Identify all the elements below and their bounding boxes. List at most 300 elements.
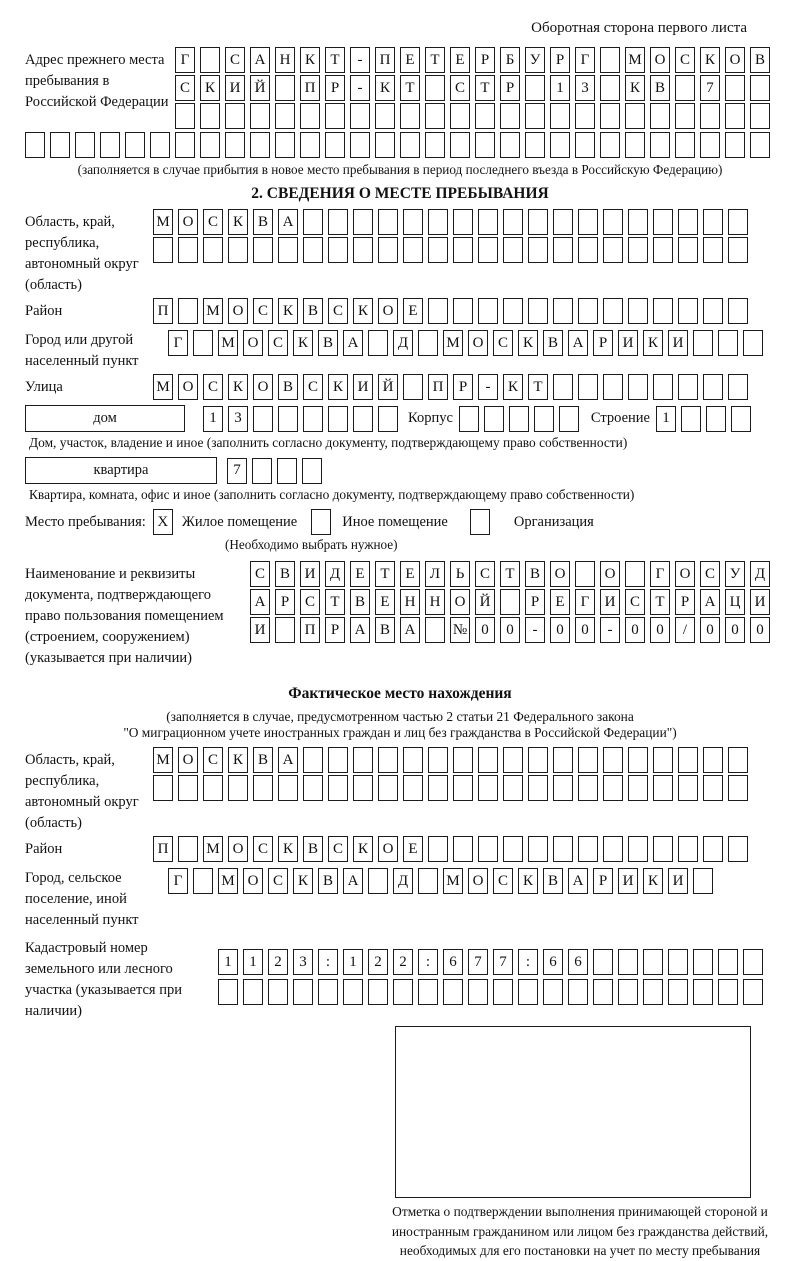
char-cell[interactable] <box>603 209 623 235</box>
char-cell[interactable] <box>153 237 173 263</box>
char-cell[interactable] <box>743 330 763 356</box>
char-cell[interactable]: С <box>253 836 273 862</box>
char-cell[interactable]: 0 <box>625 617 645 643</box>
fact-oblast-row2[interactable] <box>153 775 748 801</box>
char-cell[interactable]: С <box>203 747 223 773</box>
char-cell[interactable] <box>643 979 663 1005</box>
char-cell[interactable] <box>453 836 473 862</box>
char-cell[interactable]: Т <box>325 47 345 73</box>
fact-raion-row[interactable] <box>153 836 748 862</box>
char-cell[interactable]: А <box>568 330 588 356</box>
char-cell[interactable]: О <box>725 47 745 73</box>
doc-row2[interactable] <box>250 589 770 615</box>
char-cell[interactable] <box>200 103 220 129</box>
char-cell[interactable]: О <box>243 868 263 894</box>
char-cell[interactable]: Р <box>593 868 613 894</box>
char-cell[interactable] <box>618 949 638 975</box>
char-cell[interactable]: О <box>228 836 248 862</box>
char-cell[interactable] <box>600 132 620 158</box>
char-cell[interactable] <box>450 132 470 158</box>
char-cell[interactable] <box>425 617 445 643</box>
char-cell[interactable]: К <box>228 747 248 773</box>
char-cell[interactable] <box>178 775 198 801</box>
char-cell[interactable]: Д <box>393 330 413 356</box>
char-cell[interactable]: С <box>700 561 720 587</box>
char-cell[interactable] <box>328 406 348 432</box>
char-cell[interactable] <box>353 209 373 235</box>
char-cell[interactable] <box>593 949 613 975</box>
char-cell[interactable]: А <box>343 330 363 356</box>
char-cell[interactable] <box>553 775 573 801</box>
char-cell[interactable]: И <box>250 617 270 643</box>
char-cell[interactable] <box>428 747 448 773</box>
char-cell[interactable] <box>428 237 448 263</box>
char-cell[interactable]: С <box>250 561 270 587</box>
char-cell[interactable] <box>500 589 520 615</box>
char-cell[interactable] <box>728 374 748 400</box>
char-cell[interactable] <box>628 747 648 773</box>
char-cell[interactable]: Р <box>475 47 495 73</box>
char-cell[interactable] <box>268 979 288 1005</box>
char-cell[interactable] <box>400 132 420 158</box>
char-cell[interactable]: О <box>378 298 398 324</box>
char-cell[interactable] <box>368 868 388 894</box>
char-cell[interactable] <box>603 374 623 400</box>
char-cell[interactable] <box>725 75 745 101</box>
char-cell[interactable]: О <box>450 589 470 615</box>
char-cell[interactable]: Р <box>453 374 473 400</box>
char-cell[interactable]: К <box>643 330 663 356</box>
char-cell[interactable]: В <box>318 330 338 356</box>
char-cell[interactable] <box>578 836 598 862</box>
stroenie-row[interactable] <box>656 406 751 432</box>
char-cell[interactable]: К <box>293 868 313 894</box>
char-cell[interactable]: Л <box>425 561 445 587</box>
char-cell[interactable] <box>625 132 645 158</box>
char-cell[interactable] <box>300 103 320 129</box>
char-cell[interactable] <box>275 103 295 129</box>
char-cell[interactable] <box>575 561 595 587</box>
char-cell[interactable]: 0 <box>475 617 495 643</box>
char-cell[interactable]: М <box>153 374 173 400</box>
char-cell[interactable] <box>378 775 398 801</box>
char-cell[interactable] <box>443 979 463 1005</box>
char-cell[interactable] <box>568 979 588 1005</box>
char-cell[interactable]: - <box>350 47 370 73</box>
char-cell[interactable] <box>728 209 748 235</box>
char-cell[interactable] <box>718 949 738 975</box>
char-cell[interactable] <box>375 103 395 129</box>
char-cell[interactable]: С <box>300 589 320 615</box>
char-cell[interactable]: М <box>218 330 238 356</box>
char-cell[interactable] <box>628 775 648 801</box>
char-cell[interactable]: Т <box>500 561 520 587</box>
char-cell[interactable] <box>528 775 548 801</box>
char-cell[interactable] <box>503 836 523 862</box>
char-cell[interactable] <box>603 747 623 773</box>
char-cell[interactable]: К <box>228 209 248 235</box>
char-cell[interactable] <box>353 406 373 432</box>
char-cell[interactable]: О <box>253 374 273 400</box>
char-cell[interactable] <box>628 374 648 400</box>
char-cell[interactable]: О <box>675 561 695 587</box>
char-cell[interactable] <box>578 209 598 235</box>
dom-row[interactable] <box>203 406 398 432</box>
char-cell[interactable] <box>153 775 173 801</box>
char-cell[interactable] <box>559 406 579 432</box>
char-cell[interactable]: П <box>428 374 448 400</box>
char-cell[interactable] <box>218 979 238 1005</box>
char-cell[interactable] <box>350 103 370 129</box>
char-cell[interactable] <box>603 298 623 324</box>
char-cell[interactable]: И <box>618 868 638 894</box>
char-cell[interactable] <box>693 979 713 1005</box>
char-cell[interactable] <box>578 298 598 324</box>
char-cell[interactable]: А <box>250 589 270 615</box>
char-cell[interactable] <box>225 132 245 158</box>
char-cell[interactable] <box>668 979 688 1005</box>
char-cell[interactable] <box>543 979 563 1005</box>
char-cell[interactable] <box>750 103 770 129</box>
char-cell[interactable] <box>253 237 273 263</box>
char-cell[interactable] <box>525 132 545 158</box>
char-cell[interactable] <box>303 775 323 801</box>
char-cell[interactable] <box>703 298 723 324</box>
inoe-checkbox[interactable] <box>311 509 331 535</box>
char-cell[interactable] <box>353 747 373 773</box>
char-cell[interactable]: Д <box>393 868 413 894</box>
char-cell[interactable]: № <box>450 617 470 643</box>
char-cell[interactable] <box>534 406 554 432</box>
char-cell[interactable]: 7 <box>468 949 488 975</box>
char-cell[interactable] <box>425 103 445 129</box>
char-cell[interactable] <box>625 103 645 129</box>
char-cell[interactable]: Н <box>400 589 420 615</box>
char-cell[interactable]: Р <box>593 330 613 356</box>
char-cell[interactable] <box>528 237 548 263</box>
char-cell[interactable]: С <box>328 836 348 862</box>
char-cell[interactable] <box>650 103 670 129</box>
char-cell[interactable] <box>378 747 398 773</box>
char-cell[interactable]: 1 <box>343 949 363 975</box>
char-cell[interactable] <box>728 775 748 801</box>
char-cell[interactable]: К <box>293 330 313 356</box>
char-cell[interactable] <box>675 75 695 101</box>
char-cell[interactable]: С <box>268 868 288 894</box>
char-cell[interactable] <box>193 868 213 894</box>
char-cell[interactable] <box>475 132 495 158</box>
char-cell[interactable]: К <box>353 298 373 324</box>
char-cell[interactable] <box>553 374 573 400</box>
char-cell[interactable]: Т <box>650 589 670 615</box>
char-cell[interactable] <box>378 406 398 432</box>
char-cell[interactable]: М <box>153 209 173 235</box>
char-cell[interactable]: И <box>668 330 688 356</box>
char-cell[interactable] <box>403 209 423 235</box>
char-cell[interactable]: Д <box>325 561 345 587</box>
char-cell[interactable]: - <box>478 374 498 400</box>
doc-row1[interactable] <box>250 561 770 587</box>
char-cell[interactable] <box>343 979 363 1005</box>
char-cell[interactable]: 2 <box>393 949 413 975</box>
char-cell[interactable] <box>553 836 573 862</box>
char-cell[interactable]: У <box>525 47 545 73</box>
char-cell[interactable] <box>325 132 345 158</box>
char-cell[interactable] <box>325 103 345 129</box>
char-cell[interactable]: П <box>300 75 320 101</box>
char-cell[interactable] <box>400 103 420 129</box>
char-cell[interactable] <box>703 237 723 263</box>
char-cell[interactable] <box>528 209 548 235</box>
char-cell[interactable] <box>178 298 198 324</box>
char-cell[interactable]: Т <box>325 589 345 615</box>
char-cell[interactable]: Р <box>325 617 345 643</box>
char-cell[interactable]: А <box>568 868 588 894</box>
char-cell[interactable] <box>653 209 673 235</box>
oblast-row1[interactable] <box>153 209 748 235</box>
char-cell[interactable]: А <box>278 209 298 235</box>
char-cell[interactable] <box>368 330 388 356</box>
char-cell[interactable] <box>603 836 623 862</box>
ulitsa-row[interactable] <box>153 374 748 400</box>
char-cell[interactable]: 7 <box>700 75 720 101</box>
char-cell[interactable] <box>453 237 473 263</box>
char-cell[interactable]: 3 <box>293 949 313 975</box>
char-cell[interactable]: Й <box>378 374 398 400</box>
char-cell[interactable]: В <box>303 298 323 324</box>
char-cell[interactable] <box>225 103 245 129</box>
char-cell[interactable]: 0 <box>500 617 520 643</box>
char-cell[interactable]: В <box>525 561 545 587</box>
char-cell[interactable]: : <box>518 949 538 975</box>
char-cell[interactable] <box>578 747 598 773</box>
char-cell[interactable]: В <box>275 561 295 587</box>
char-cell[interactable] <box>725 132 745 158</box>
char-cell[interactable]: С <box>303 374 323 400</box>
char-cell[interactable] <box>528 747 548 773</box>
char-cell[interactable] <box>553 237 573 263</box>
char-cell[interactable] <box>653 775 673 801</box>
char-cell[interactable] <box>678 237 698 263</box>
char-cell[interactable] <box>628 298 648 324</box>
char-cell[interactable] <box>500 132 520 158</box>
gorod-row[interactable] <box>168 330 763 356</box>
char-cell[interactable] <box>453 747 473 773</box>
char-cell[interactable]: 6 <box>568 949 588 975</box>
char-cell[interactable] <box>468 979 488 1005</box>
char-cell[interactable] <box>428 298 448 324</box>
char-cell[interactable] <box>200 47 220 73</box>
char-cell[interactable]: 7 <box>493 949 513 975</box>
char-cell[interactable] <box>628 237 648 263</box>
char-cell[interactable] <box>228 775 248 801</box>
char-cell[interactable] <box>600 103 620 129</box>
char-cell[interactable] <box>403 237 423 263</box>
char-cell[interactable]: А <box>350 617 370 643</box>
char-cell[interactable] <box>553 209 573 235</box>
char-cell[interactable] <box>378 237 398 263</box>
char-cell[interactable] <box>328 747 348 773</box>
char-cell[interactable]: 0 <box>750 617 770 643</box>
char-cell[interactable] <box>603 237 623 263</box>
char-cell[interactable] <box>302 458 322 484</box>
char-cell[interactable]: - <box>350 75 370 101</box>
char-cell[interactable] <box>653 747 673 773</box>
char-cell[interactable] <box>403 747 423 773</box>
char-cell[interactable] <box>243 979 263 1005</box>
char-cell[interactable]: 3 <box>575 75 595 101</box>
char-cell[interactable] <box>743 949 763 975</box>
char-cell[interactable] <box>278 775 298 801</box>
char-cell[interactable]: Н <box>425 589 445 615</box>
char-cell[interactable]: В <box>303 836 323 862</box>
char-cell[interactable]: 3 <box>228 406 248 432</box>
char-cell[interactable]: П <box>300 617 320 643</box>
char-cell[interactable] <box>500 103 520 129</box>
char-cell[interactable]: Н <box>275 47 295 73</box>
char-cell[interactable] <box>703 775 723 801</box>
char-cell[interactable] <box>478 237 498 263</box>
char-cell[interactable] <box>311 509 331 535</box>
char-cell[interactable] <box>403 374 423 400</box>
char-cell[interactable] <box>275 617 295 643</box>
char-cell[interactable]: О <box>178 747 198 773</box>
char-cell[interactable] <box>478 298 498 324</box>
char-cell[interactable]: Е <box>400 561 420 587</box>
char-cell[interactable]: В <box>253 747 273 773</box>
char-cell[interactable] <box>678 374 698 400</box>
char-cell[interactable]: 2 <box>368 949 388 975</box>
char-cell[interactable] <box>643 949 663 975</box>
char-cell[interactable] <box>303 237 323 263</box>
char-cell[interactable] <box>718 330 738 356</box>
char-cell[interactable]: Д <box>750 561 770 587</box>
char-cell[interactable] <box>203 237 223 263</box>
char-cell[interactable] <box>731 406 751 432</box>
char-cell[interactable] <box>693 330 713 356</box>
char-cell[interactable]: : <box>318 949 338 975</box>
char-cell[interactable]: В <box>543 330 563 356</box>
char-cell[interactable]: С <box>203 209 223 235</box>
char-cell[interactable] <box>328 775 348 801</box>
char-cell[interactable]: П <box>153 836 173 862</box>
char-cell[interactable] <box>625 561 645 587</box>
char-cell[interactable]: О <box>650 47 670 73</box>
char-cell[interactable] <box>253 775 273 801</box>
raion-row[interactable] <box>153 298 748 324</box>
char-cell[interactable] <box>425 132 445 158</box>
kadastr-row1[interactable] <box>218 949 763 975</box>
char-cell[interactable]: 6 <box>443 949 463 975</box>
char-cell[interactable]: - <box>525 617 545 643</box>
char-cell[interactable]: Т <box>400 75 420 101</box>
char-cell[interactable] <box>653 298 673 324</box>
char-cell[interactable]: Е <box>403 836 423 862</box>
char-cell[interactable]: К <box>503 374 523 400</box>
char-cell[interactable] <box>278 237 298 263</box>
char-cell[interactable]: О <box>600 561 620 587</box>
char-cell[interactable]: М <box>203 298 223 324</box>
char-cell[interactable]: 1 <box>203 406 223 432</box>
char-cell[interactable]: Е <box>375 589 395 615</box>
char-cell[interactable]: И <box>600 589 620 615</box>
char-cell[interactable] <box>478 209 498 235</box>
char-cell[interactable] <box>718 979 738 1005</box>
char-cell[interactable] <box>628 836 648 862</box>
char-cell[interactable]: 2 <box>268 949 288 975</box>
char-cell[interactable]: П <box>375 47 395 73</box>
char-cell[interactable] <box>350 132 370 158</box>
char-cell[interactable] <box>593 979 613 1005</box>
char-cell[interactable] <box>653 374 673 400</box>
char-cell[interactable] <box>503 237 523 263</box>
char-cell[interactable]: А <box>700 589 720 615</box>
char-cell[interactable]: Г <box>650 561 670 587</box>
char-cell[interactable]: И <box>225 75 245 101</box>
char-cell[interactable]: 1 <box>656 406 676 432</box>
char-cell[interactable] <box>478 775 498 801</box>
char-cell[interactable] <box>275 75 295 101</box>
char-cell[interactable]: В <box>750 47 770 73</box>
char-cell[interactable]: С <box>475 561 495 587</box>
char-cell[interactable]: О <box>178 374 198 400</box>
char-cell[interactable] <box>100 132 120 158</box>
char-cell[interactable] <box>575 103 595 129</box>
char-cell[interactable]: М <box>203 836 223 862</box>
char-cell[interactable] <box>428 209 448 235</box>
char-cell[interactable]: 0 <box>700 617 720 643</box>
char-cell[interactable] <box>678 775 698 801</box>
char-cell[interactable]: С <box>203 374 223 400</box>
char-cell[interactable] <box>725 103 745 129</box>
kvartira-row[interactable] <box>227 458 322 484</box>
char-cell[interactable]: О <box>243 330 263 356</box>
char-cell[interactable]: К <box>228 374 248 400</box>
char-cell[interactable]: Р <box>500 75 520 101</box>
char-cell[interactable]: О <box>468 330 488 356</box>
char-cell[interactable] <box>678 836 698 862</box>
char-cell[interactable]: 0 <box>575 617 595 643</box>
char-cell[interactable] <box>418 330 438 356</box>
prev-address-row4[interactable] <box>25 132 775 158</box>
char-cell[interactable] <box>693 949 713 975</box>
char-cell[interactable] <box>706 406 726 432</box>
char-cell[interactable]: Е <box>350 561 370 587</box>
char-cell[interactable] <box>428 836 448 862</box>
char-cell[interactable]: С <box>625 589 645 615</box>
char-cell[interactable]: 7 <box>227 458 247 484</box>
char-cell[interactable]: С <box>268 330 288 356</box>
char-cell[interactable]: А <box>343 868 363 894</box>
prev-address-row2[interactable] <box>175 75 770 101</box>
char-cell[interactable] <box>150 132 170 158</box>
char-cell[interactable] <box>653 237 673 263</box>
char-cell[interactable] <box>459 406 479 432</box>
char-cell[interactable]: К <box>353 836 373 862</box>
char-cell[interactable] <box>425 75 445 101</box>
char-cell[interactable] <box>678 747 698 773</box>
char-cell[interactable]: А <box>250 47 270 73</box>
char-cell[interactable] <box>578 775 598 801</box>
char-cell[interactable] <box>484 406 504 432</box>
prev-address-row3[interactable] <box>175 103 770 129</box>
char-cell[interactable] <box>353 775 373 801</box>
char-cell[interactable] <box>550 103 570 129</box>
char-cell[interactable] <box>203 775 223 801</box>
char-cell[interactable] <box>550 132 570 158</box>
char-cell[interactable]: И <box>668 868 688 894</box>
char-cell[interactable] <box>293 979 313 1005</box>
